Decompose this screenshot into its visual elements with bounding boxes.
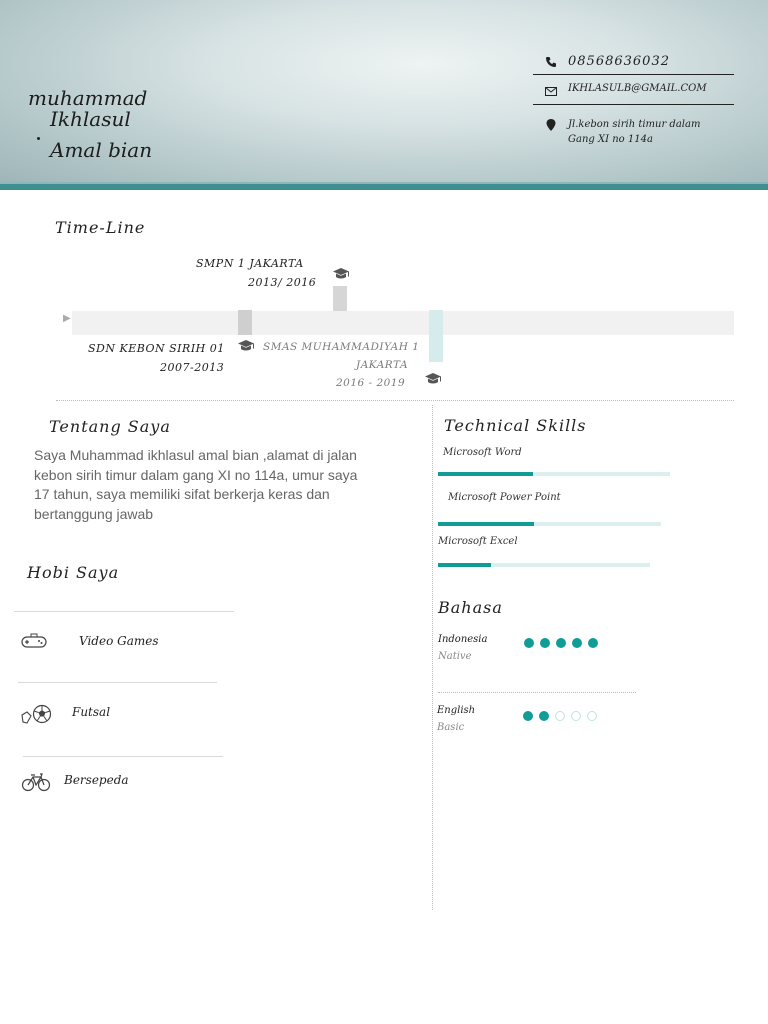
rating-dot-filled: [588, 638, 598, 648]
skill-label-excel: Microsoft Excel: [438, 536, 518, 547]
contact-divider: [533, 74, 734, 75]
hobby-label-futsal: Futsal: [72, 705, 111, 719]
rating-dot-filled: [539, 711, 549, 721]
language-name-indonesia: Indonesia: [438, 634, 488, 645]
timeline-marker-sma: [429, 310, 443, 362]
skills-heading: Technical Skills: [444, 416, 587, 435]
contact-phone: [540, 54, 734, 70]
rating-dot-filled: [523, 711, 533, 721]
phone-number: 08568636032: [568, 54, 670, 69]
rating-dot-filled: [572, 638, 582, 648]
rating-dot-empty: [571, 711, 581, 721]
skill-bar-powerpoint: [438, 522, 661, 526]
language-level-indonesia: Native: [438, 651, 472, 662]
about-heading: Tentang Saya: [49, 417, 171, 436]
hobbies-heading: Hobi Saya: [27, 563, 120, 582]
hobby-label-bersepeda: Bersepeda: [64, 773, 129, 787]
name-line-2: Ikhlasul: [50, 107, 131, 131]
name-dot: [37, 137, 40, 140]
graduation-cap-icon: [237, 338, 255, 357]
phone-icon: [540, 54, 562, 70]
language-rating-english: [523, 711, 597, 721]
hobby-divider: [23, 756, 223, 757]
skill-label-powerpoint: Microsoft Power Point: [448, 492, 561, 503]
language-name-english: English: [437, 705, 476, 716]
language-rating-indonesia: [524, 638, 598, 648]
rating-dot-filled: [556, 638, 566, 648]
contact-address: [540, 117, 734, 147]
graduation-cap-icon: [332, 266, 350, 285]
address-line-2: Gang XI no 114a: [568, 134, 653, 145]
skill-label-word: Microsoft Word: [443, 447, 522, 458]
hobby-divider: [14, 611, 234, 612]
skill-bar-word: [438, 472, 670, 476]
timeline-sma-school-2: JAKARTA: [356, 359, 409, 371]
about-text: Saya Muhammad ikhlasul amal bian ,alamat di jalan kebon sirih timur dalam gang XI no 114a, umur saya 17 tahun, saya memiliki sifat berkerja keras dan bertanggung jawab: [34, 447, 358, 522]
languages-heading: Bahasa: [438, 598, 503, 617]
timeline-smp-years: 2013/ 2016: [248, 276, 317, 289]
location-pin-icon: [540, 117, 562, 133]
soccer-ball-icon: [21, 703, 53, 729]
address-line-1: Jl.kebon sirih timur dalam: [568, 119, 701, 130]
bicycle-icon: [21, 772, 51, 796]
rating-dot-filled: [540, 638, 550, 648]
rating-dot-empty: [587, 711, 597, 721]
column-divider: [432, 405, 433, 910]
hobby-divider: [18, 682, 217, 683]
skill-fill-powerpoint: [438, 522, 534, 526]
name-line-3: Amal bian: [50, 138, 153, 162]
email-address: IKHLASULB@GMAIL.COM: [568, 83, 707, 94]
gamepad-icon: [21, 633, 47, 653]
contact-email: [540, 83, 734, 99]
contact-divider: [533, 104, 734, 105]
timeline-sd-years: 2007-2013: [160, 361, 225, 374]
timeline-arrow-icon: ▶: [63, 313, 71, 324]
language-level-english: Basic: [437, 722, 465, 733]
timeline-sd-school: SDN KEBON SIRIH 01: [88, 342, 225, 355]
rating-dot-filled: [524, 638, 534, 648]
mail-icon: [540, 83, 562, 99]
rating-dot-empty: [555, 711, 565, 721]
timeline-heading: Time-Line: [55, 218, 146, 237]
graduation-cap-icon: [424, 371, 442, 390]
name-line-1: muhammad: [28, 86, 148, 110]
header-band: [0, 184, 768, 190]
language-divider: [438, 692, 636, 693]
skill-bar-excel: [438, 563, 650, 567]
timeline-smp-school: SMPN 1 JAKARTA: [196, 257, 304, 270]
skill-fill-word: [438, 472, 533, 476]
skill-fill-excel: [438, 563, 491, 567]
timeline-sma-school-1: SMAS MUHAMMADIYAH 1: [263, 341, 420, 353]
timeline-bar: [72, 311, 734, 335]
timeline-marker-sd: [238, 310, 252, 335]
hobby-label-video-games: Video Games: [79, 634, 159, 648]
section-divider: [56, 400, 734, 401]
timeline-sma-years: 2016 - 2019: [336, 377, 406, 389]
